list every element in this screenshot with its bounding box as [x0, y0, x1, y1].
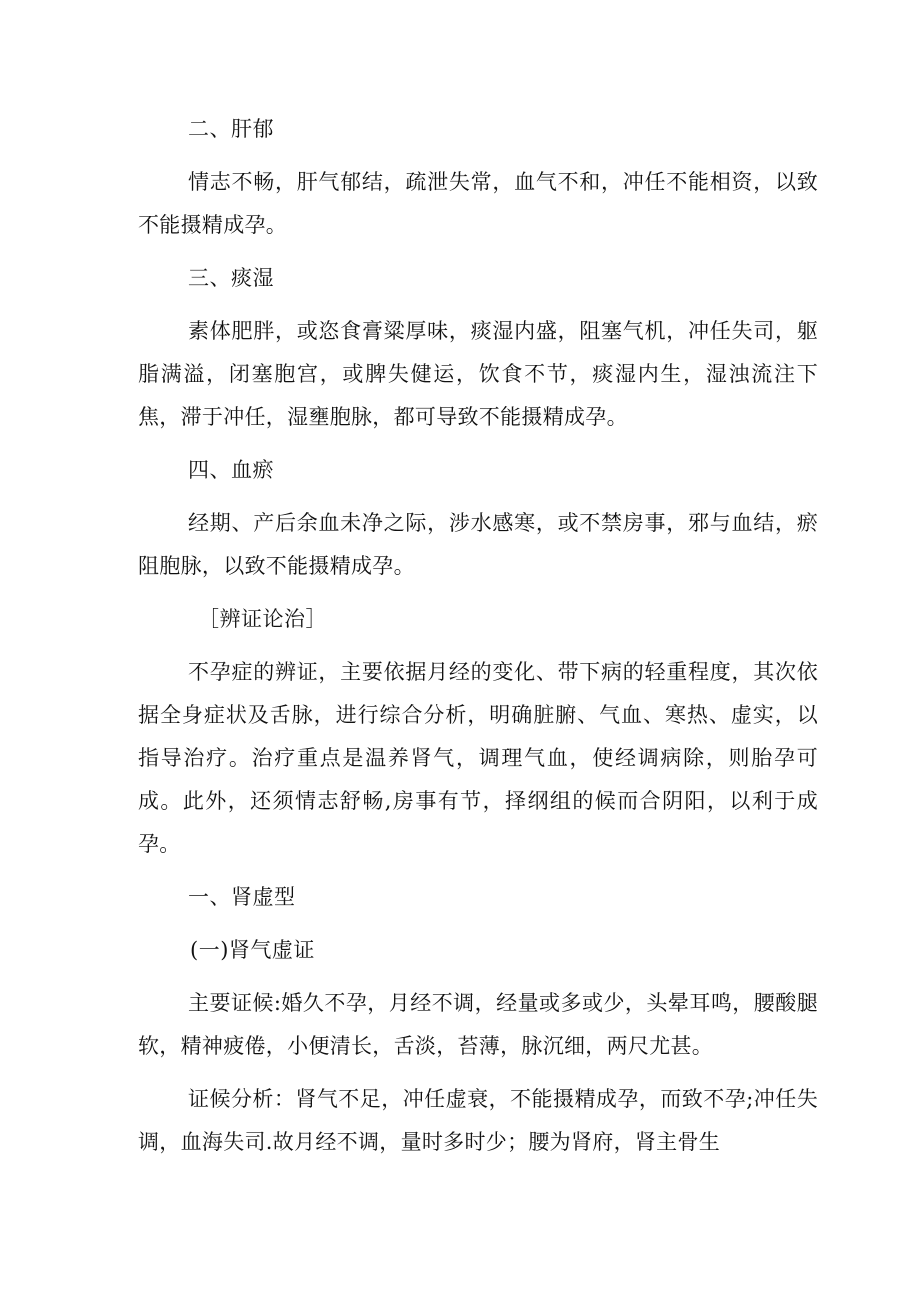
section-heading-liver-stagnation: 二、肝郁 — [188, 117, 274, 141]
document-body — [138, 108, 818, 1174]
section-heading-phlegm-dampness: 三、痰湿 — [188, 266, 274, 290]
subsection-heading-kidney-qi-deficiency: (一)肾气虚证 — [190, 938, 315, 962]
paragraph-symptom-analysis: 证候分析：肾气不足，冲任虚衰，不能摄精成孕，而致不孕;冲任失调，血海失司.故月经不调，量时多时少；腰为肾府，肾主骨生 — [138, 1087, 818, 1154]
paragraph-differentiation: 不孕症的辨证，主要依据月经的变化、带下病的轻重程度，其次依据全身症状及舌脉，进行综合分析，明确脏腑、气血、寒热、虚实，以指导治疗。治疗重点是温养肾气，调理气血，使经调病除，则胎孕可成。此外，还须情志舒畅,房事有节，择纲组的候而合阴阳，以利于成孕。 — [138, 660, 818, 856]
paragraph-phlegm-dampness: 素体肥胖，或恣食膏粱厚味，痰湿内盛，阻塞气机，冲任失司，躯脂满溢，闭塞胞宫，或脾失健运，饮食不节，痰湿内生，湿浊流注下焦，滞于冲任，湿壅胞脉，都可导致不能摄精成孕。 — [138, 319, 818, 429]
paragraph-main-symptoms: 主要证候:婚久不孕，月经不调，经量或多或少，头晕耳鸣，腰酸腿软，精神疲倦，小便清长，舌淡，苔薄，脉沉细，两尺尤甚。 — [138, 991, 818, 1058]
paragraph-blood-stasis: 经期、产后余血未净之际，涉水感寒，或不禁房事，邪与血结，瘀阻胞脉，以致不能摄精成孕。 — [138, 511, 818, 578]
section-heading-kidney-deficiency: 一、肾虚型 — [188, 885, 296, 909]
section-heading-differentiation: ［辨证论治］ — [198, 607, 327, 631]
section-heading-blood-stasis: 四、血瘀 — [188, 458, 274, 482]
paragraph-liver-stagnation: 情志不畅，肝气郁结，疏泄失常，血气不和，冲任不能相资，以致不能摄精成孕。 — [138, 170, 818, 237]
